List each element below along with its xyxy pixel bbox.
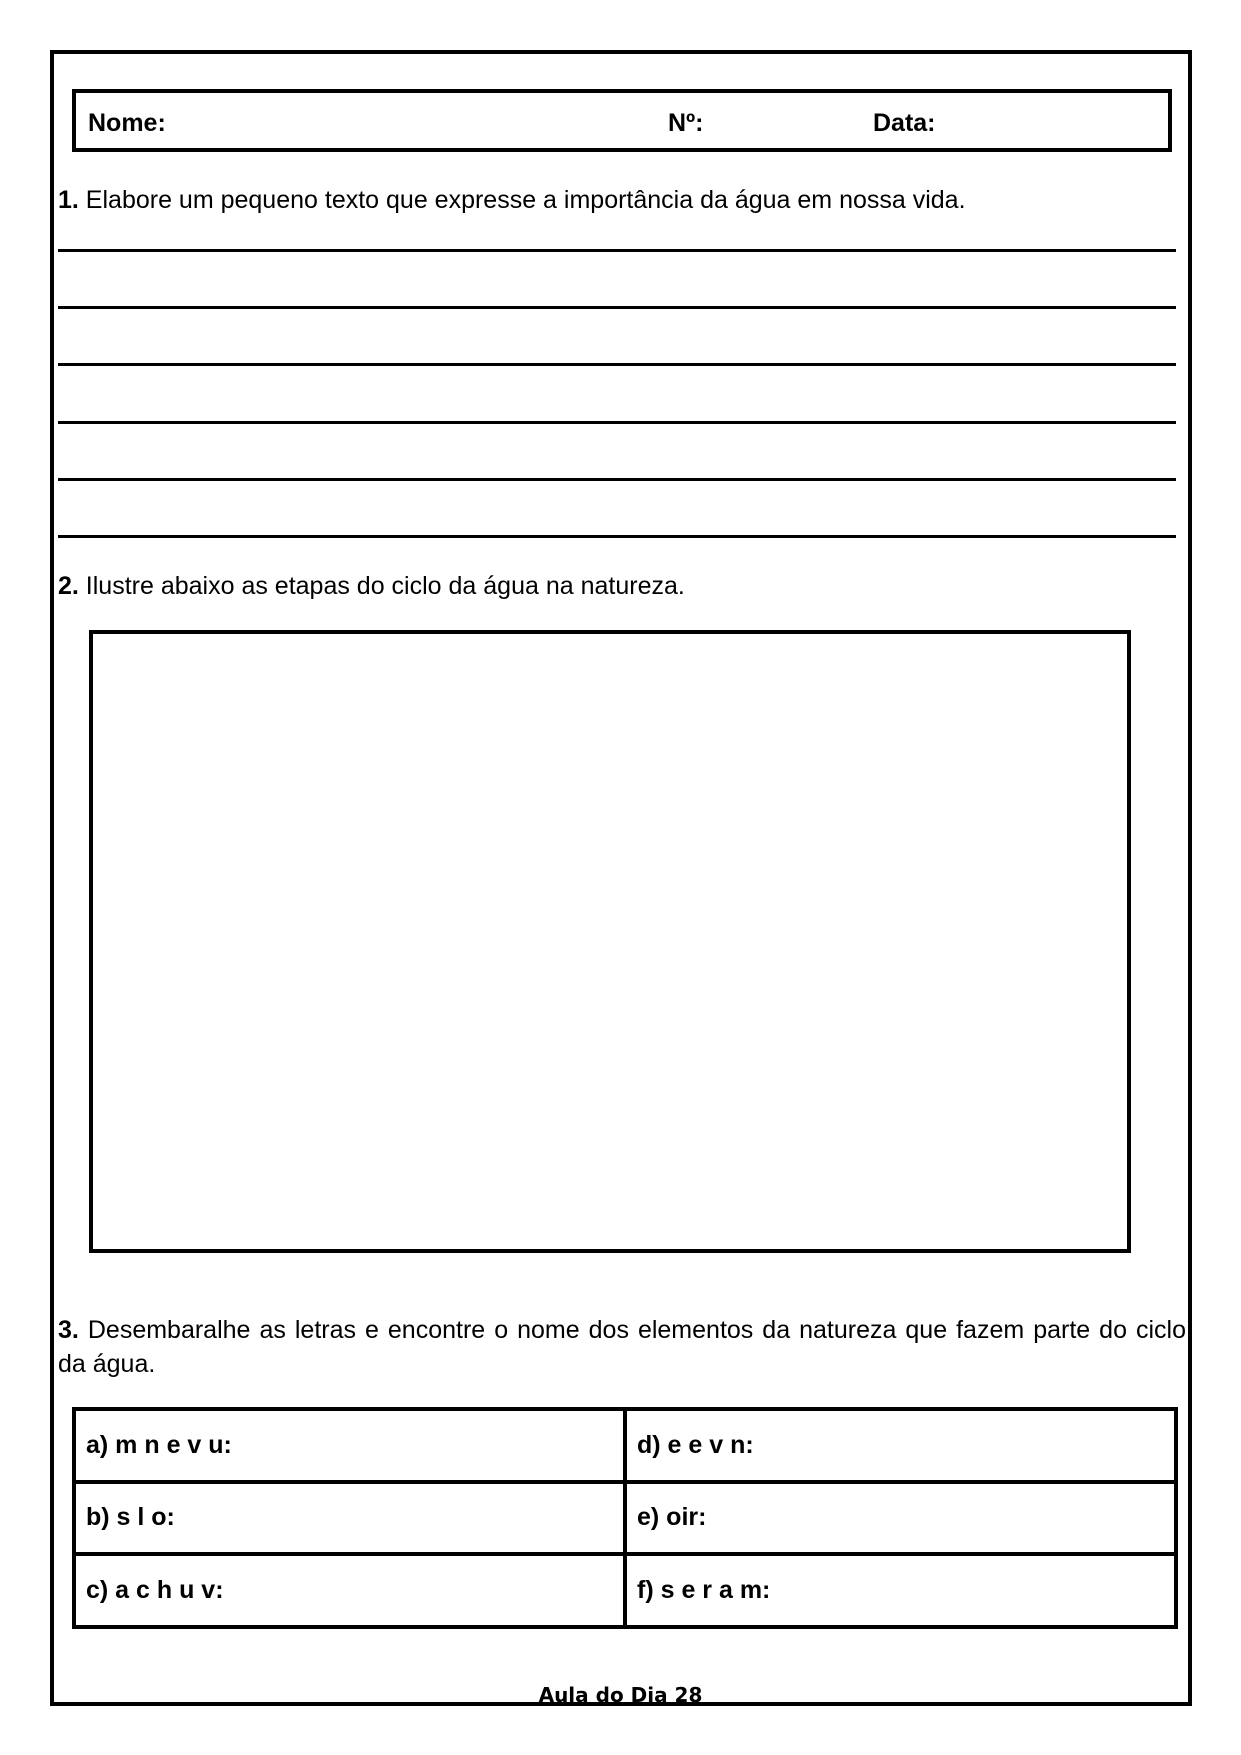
- table-row: [74, 1554, 1176, 1627]
- name-label: Nome:: [88, 109, 166, 137]
- question-1-text: Elabore um pequeno texto que expresse a importância da água em nossa vida.: [78, 186, 966, 214]
- scramble-cell-b[interactable]: b) s l o:: [74, 1482, 625, 1555]
- question-1-number: 1.: [58, 186, 79, 214]
- answer-line[interactable]: [58, 478, 1176, 481]
- question-3-number: 3.: [58, 1316, 79, 1344]
- scramble-cell-f[interactable]: f) s e r a m:: [625, 1554, 1176, 1627]
- scramble-cell-e[interactable]: e) oir:: [625, 1482, 1176, 1555]
- answer-line[interactable]: [58, 249, 1176, 252]
- table-row: [74, 1409, 1176, 1482]
- scramble-cell-c[interactable]: c) a c h u v:: [74, 1554, 625, 1627]
- number-label: Nº:: [668, 109, 704, 137]
- question-2-number: 2.: [58, 572, 79, 600]
- table-row: [74, 1482, 1176, 1555]
- answer-line[interactable]: [58, 421, 1176, 424]
- question-3: [58, 1313, 1186, 1381]
- scramble-cell-a[interactable]: a) m n e v u:: [74, 1409, 625, 1482]
- student-info-header: [72, 89, 1172, 152]
- question-3-text: Desembaralhe as letras e encontre o nome dos elementos da natureza que fazem parte do ciclo da água.: [58, 1316, 1186, 1378]
- answer-line[interactable]: [58, 535, 1176, 538]
- answer-line[interactable]: [58, 363, 1176, 366]
- scramble-cell-d[interactable]: d) e e v n:: [625, 1409, 1176, 1482]
- page-footer: Aula do Dia 28: [538, 1683, 703, 1707]
- question-1: [58, 183, 1186, 217]
- question-2: [58, 569, 1186, 603]
- answer-line[interactable]: [58, 306, 1176, 309]
- date-label: Data:: [873, 109, 936, 137]
- scramble-table: [72, 1407, 1178, 1629]
- illustration-box[interactable]: [89, 630, 1131, 1253]
- question-2-text: Ilustre abaixo as etapas do ciclo da água na natureza.: [78, 572, 685, 600]
